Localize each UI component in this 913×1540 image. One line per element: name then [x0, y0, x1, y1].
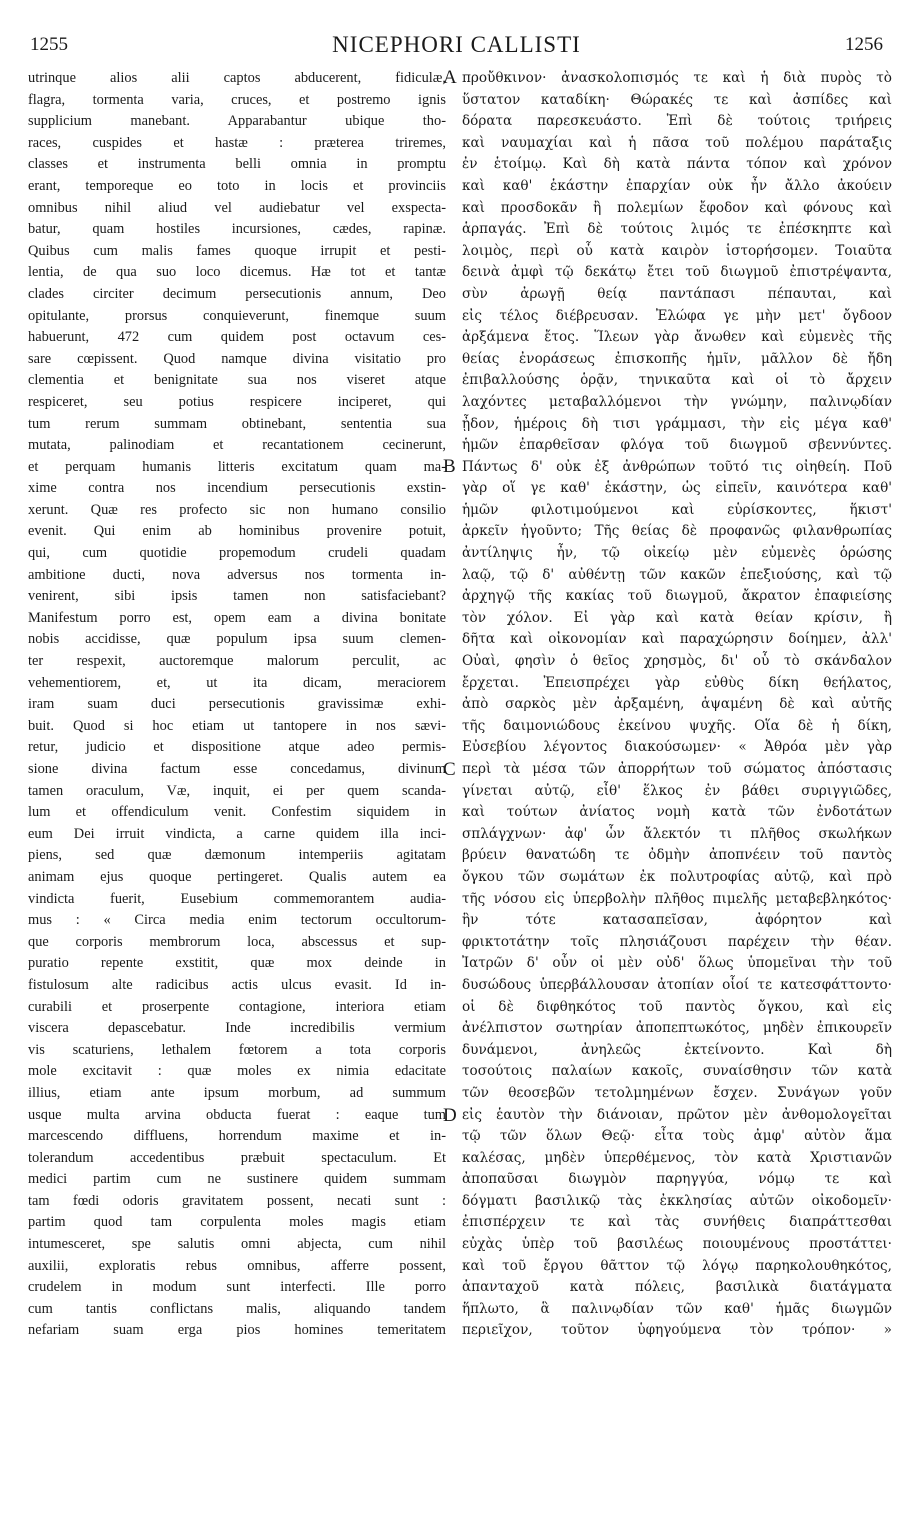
text-line: respiceret, seu potius respicere inciperet, qui: [28, 393, 446, 410]
text-line: φρικτοτάτην τοῖς πλησιάζουσι παρέχειν τὴν θέαν.: [462, 933, 892, 950]
text-line: σὺν ἀρωγῇ θείᾳ παντάπασι πέπαυται, καὶ: [462, 285, 892, 302]
text-line: piens, sed quæ dæmonum intemperiis agitatam: [28, 847, 446, 864]
text-line: buit. Quod si hoc etiam ut tantopere in nos sævi-: [28, 717, 446, 734]
text-line: Manifestum porro est, opem eam a divina bonitate: [28, 609, 446, 626]
text-line: οἱ δὲ διφθηκότος τοῦ παντὸς ὄγκου, καὶ εἰς: [462, 998, 892, 1015]
text-line: marcescendo diffluens, horrendum maxime et in-: [28, 1128, 446, 1145]
text-line: τῷ τῶν ὅλων Θεῷ· εἶτα τοὺς ἀμφ' αὐτὸν ἅμα: [462, 1128, 892, 1145]
text-line: καὶ ναυμαχίαι καὶ ἡ πᾶσα τοῦ πολέμου παράταξις: [462, 134, 892, 151]
text-line: ἥπλωτο, ἃ παλινῳδίαν τῶν καθ' ἡμᾶς διωγμῶν: [462, 1300, 892, 1317]
text-line: vis scaturiens, lethalem fœtorem a tota corporis: [28, 1041, 446, 1058]
text-line: erant, temporeque eo toto in locis et provinciis: [28, 177, 446, 194]
text-line: illius, etiam ante ipsum morbum, ad summum: [28, 1084, 446, 1101]
text-line: Quibus cum malis fames quoque irrupit et pesti-: [28, 242, 446, 259]
text-line: tam fœdi odoris gravitatem possent, necati sunt :: [28, 1192, 446, 1209]
text-line: cum tantis conflictans malis, aliquando tandem: [28, 1300, 446, 1317]
text-line: flagra, tormenta varia, cruces, et postremo ignis: [28, 91, 446, 108]
text-line: ᾖδον, ἡμέροις δὴ τισι γράμμασι, τὴν εἰς μέγα καθ': [462, 415, 892, 432]
text-line: Πάντως δ' οὐκ ἐξ ἀνθρώπων τοῦτό τις οἰηθείη. Ποῦ: [462, 458, 892, 475]
text-line: Εὐσεβίου λέγοντος διακούσωμεν· « Ἀθρόα μὲν γὰρ: [462, 739, 892, 756]
text-line: τῶν θεοσεβῶν τετολμημένων ἔσχεν. Συνάγων γοῦν: [462, 1084, 892, 1101]
text-line: clades circiter decimum persecutionis annum, Deo: [28, 285, 446, 302]
text-line: θείας ἐνοράσεως ἐπισκοπῆς ἡμῖν, μᾶλλον δὲ ἤδη: [462, 350, 892, 367]
margin-letter-a: A: [443, 67, 457, 88]
text-line: lum et offendiculum venit. Confestim siquidem in: [28, 804, 446, 821]
text-line: ἐν ἑτοίμῳ. Καὶ δὴ κατὰ πάντα τόπον καὶ χρόνον: [462, 156, 892, 173]
text-line: ambitione ducti, nova adversus nos tormenta in-: [28, 566, 446, 583]
text-line: tamen oraculum, Væ, inquit, ei per quem scanda-: [28, 782, 446, 799]
text-line: ἣν τότε κατασαπεῖσαν, ἀφόρητον καὶ: [462, 912, 892, 929]
text-line: ἀνέλπιστον σωτηρίαν ἀποπεπτωκότος, μηδὲν ἐπικουρεῖν: [462, 1020, 892, 1037]
text-line: sare cœpissent. Quod namque divina visitatio pro: [28, 350, 446, 367]
text-line: xime contra nos incendium persecutionis exstin-: [28, 480, 446, 497]
text-line: sione divina factum esse concedamus, divinum: [28, 761, 446, 777]
text-line: γὰρ οἵ γε καθ' ἑκάστην, ὡς εἰπεῖν, καινότερα καθ': [462, 480, 892, 497]
text-line: ὄγκου τῶν σωμάτων ἐκ πολυτροφίας αὐτῷ, καὶ πρὸ: [462, 868, 892, 885]
text-line: εἰς τέλος διέβρευσαν. Ἐλώφα γε μὴν μετ' ὄγδοον: [462, 307, 892, 324]
text-line: λοιμὸς, περὶ οὗ κατὰ καιρὸν ἱστορήσομεν. Τοιαῦτα: [462, 242, 892, 259]
text-line: batur, quam hostiles incursiones, cædes, rapinæ.: [28, 221, 446, 238]
text-line: σπλάγχνων· ἀφ' ὧν ἄλεκτόν τι πλῆθος σκωλήκων: [462, 825, 892, 842]
text-line: nobis accidisse, quæ populum ipsa suum clemen-: [28, 631, 446, 648]
text-line: ἀρχηγῷ τῆς κακίας τοῦ διωγμοῦ, ἄκρατον ἐπαφιείσης: [462, 588, 892, 605]
text-line: γίνεται αὐτῷ, εἶθ' ἕλκος ἐν βάθει συριγγιῶδες,: [462, 782, 892, 799]
text-line: iram suam duci persecutionis gravissimæ exhi-: [28, 696, 446, 713]
text-line: mus : « Circa media enim tectorum occultorum-: [28, 912, 446, 929]
text-line: lentia, de qua suo loco dicemus. Hæ tot et tantæ: [28, 264, 446, 281]
text-line: nefariam suam erga pios homines temeritatem: [28, 1322, 446, 1339]
text-line: ἀπὸ σαρκὸς μὲν ἀρξαμένη, ἁψαμένη δὲ καὶ αὐτῆς: [462, 696, 892, 713]
text-line: clementia et benignitate sua nos viseret atque: [28, 372, 446, 389]
text-line: opitulante, prorsus conquieverunt, finemque suum: [28, 307, 446, 324]
text-line: partim quod tam corpulenta moles magis etiam: [28, 1214, 446, 1231]
text-line: ἀρκεῖν ἡγοῦντο; Τῆς θείας δὲ προφανῶς φιλανθρωπίας: [462, 523, 892, 540]
text-line: venirent, sibi ipsis tamen non satisfaciebant?: [28, 588, 446, 605]
text-line: crudelem in modum sunt interfecti. Ille porro: [28, 1279, 446, 1296]
text-line: mole excitavit : quæ moles ex nimia edacitate: [28, 1063, 446, 1080]
text-line: tum rerum summam obtinebant, sententia sua: [28, 415, 446, 432]
text-line: περιεῖχον, τοῦτον ὑφηγούμενα τὸν τρόπον· »: [462, 1322, 892, 1339]
text-line: ἀποπαῦσαι διωγμὸν παρηγγύα, νόμῳ τε καὶ: [462, 1171, 892, 1188]
text-line: ἐπιβαλλούσης ὁρᾷν, τηνικαῦτα καὶ οἱ τὸ ἄρχειν: [462, 372, 892, 389]
margin-letter-c: C: [443, 759, 456, 780]
text-line: τῆς νόσου εἰς ὑπερβολὴν πλῆθος πιμελῆς μεταβεβληκότος·: [462, 890, 892, 907]
text-line: habuerunt, 472 cum quidem post octavum ces-: [28, 329, 446, 346]
text-line: viscera depascebatur. Inde incredibilis vermium: [28, 1020, 446, 1037]
text-line: ἁρπαγάς. Ἐπὶ δὲ τούτοις λιμός τε ἐπέσκηπτε καὶ: [462, 221, 892, 238]
text-line: ἡμῶν φιλοτιμούμενοι καὶ εὑρίσκοντες, ἥκιστ': [462, 501, 892, 518]
text-line: τῆς δαιμονιώδους ἐκείνου ψυχῆς. Οἵα δὲ ἡ δίκη,: [462, 717, 892, 734]
text-line: δυνάμενοι, ἀνηλεῶς ἐκτείνοντο. Καὶ δὴ: [462, 1041, 892, 1058]
text-line: vindicta fuerit, Eusebium commemorantem audia-: [28, 890, 446, 907]
text-line: ἀντίληψις ἦν, τῷ οἰκείῳ μὲν εὐμενὲς ὁρώσης: [462, 545, 892, 562]
text-line: βρύειν θανατώδη τε ὀδμὴν ἀποπνέειν τοῦ παντὸς: [462, 847, 892, 864]
text-line: δεινὰ ἀμφὶ τῷ δεκάτῳ ἔτει τοῦ διωγμοῦ ἐπιστρέψαντα,: [462, 264, 892, 281]
text-line: ἡμῶν ἐπαρθεῖσαν φλόγα τοῦ διωγμοῦ σβεννύντες.: [462, 437, 892, 454]
text-line: intumesceret, spe salutis omni abjecta, cum nihil: [28, 1236, 446, 1253]
text-line: καὶ προσδοκᾶν ἢ πολεμίων ἔφοδον καὶ φόνους καὶ: [462, 199, 892, 216]
text-line: classes et instrumenta belli omnia in promptu: [28, 156, 446, 173]
text-line: εἰς ἑαυτὸν τὴν διάνοιαν, πρῶτον μὲν ἀνθομολογεῖται: [462, 1106, 892, 1123]
text-line: περὶ τὰ μέσα τῶν ἀπορρήτων τοῦ σώματος ἀπόστασις: [462, 761, 892, 777]
text-line: ἔρχεται. Ἐπεισπρέχει γὰρ εὐθὺς δίκη θεήλατος,: [462, 674, 892, 691]
text-line: ὕστατον καταδίκη· Θώρακές τε καὶ ἀσπίδες καὶ: [462, 91, 892, 108]
running-title: NICEPHORI CALLISTI: [332, 32, 581, 57]
text-line: ἀρξάμενα ἔτος. Ἵλεων γὰρ ἄνωθεν καὶ εὐμενὲς τῆς: [462, 329, 892, 346]
text-line: curabili et proserpente contagione, interiora etiam: [28, 998, 446, 1015]
text-line: καλέσας, μηδὲν ὑπερθέμενος, τὸν κατὰ Χριστιανῶν: [462, 1149, 892, 1166]
text-line: λαχόντες μεταβαλλόμενοι τὴν γνώμην, παλινῳδίαν: [462, 393, 892, 410]
text-line: δόγματι βασιλικῷ τὰς ἐκκλησίας αὐτῶν οἰκοδομεῖν·: [462, 1192, 892, 1209]
text-line: δυσώδους ὑπερβάλλουσαν ἀτοπίαν οἷοί τε κατεσφάττοντο·: [462, 976, 892, 993]
text-line: animam ejus quoque pertingeret. Qualis autem ea: [28, 868, 446, 885]
text-line: que corporis membrorum loca, abscessus et sup-: [28, 933, 446, 950]
text-line: eum Dei irruit vindicta, a carne quidem illa inci-: [28, 825, 446, 842]
text-line: et perquam humanis litteris excitatum quam ma-: [28, 458, 446, 475]
text-line: Ἰατρῶν δ' οὖν οἱ μὲν οὐδ' ὅλως ὑπομεῖναι τὴν τοῦ: [462, 955, 892, 972]
text-line: auxilii, exploratis rebus omnibus, afferre possent,: [28, 1257, 446, 1274]
text-line: δόρατα παρεσκευάστο. Ἐπὶ δὲ τούτοις τριήρεις: [462, 113, 892, 130]
text-line: races, cuspides et hastæ : præterea triremes,: [28, 134, 446, 151]
text-line: λαῷ, τῷ δ' αὐθέντῃ τῶν κακῶν ἐπεξιούσης, καὶ τῷ: [462, 566, 892, 583]
text-line: ἁπανταχοῦ κατὰ πόλεις, βασιλικὰ διατάγματα: [462, 1279, 892, 1296]
text-line: καὶ καθ' ἑκάστην ἐπαρχίαν οὐκ ἦν ἄλλο ἀκούειν: [462, 177, 892, 194]
text-line: evenit. Qui enim ab hominibus provenire potuit,: [28, 523, 446, 540]
text-line: καὶ τούτων ἀνίατος νομὴ κατὰ τῶν ἐνδοτάτων: [462, 804, 892, 821]
text-line: utrinque alios alii captos abducerent, fidiculæ,: [28, 70, 446, 86]
text-line: supplicium manebant. Apparabantur ubique tho-: [28, 113, 446, 130]
margin-letter-b: B: [443, 456, 456, 477]
text-line: retur, judicio et dispositione atque adeo permis-: [28, 739, 446, 756]
text-line: ἐπισπέρχειν τε καὶ τὰς συνήθεις διαπράττεσθαι: [462, 1214, 892, 1231]
text-line: ter respexit, auctoremque malorum perculit, ac: [28, 653, 446, 670]
text-line: qui, cum quotidie propemodum crudeli quadam: [28, 545, 446, 562]
page-number-right: 1256: [845, 34, 883, 55]
text-line: usque multa arvina obducta fuerat : eaque tum: [28, 1106, 446, 1123]
text-line: omnibus nihil aliud vel audiebatur vel exspecta-: [28, 199, 446, 216]
margin-letter-d: D: [443, 1105, 457, 1126]
page-number-left: 1255: [30, 34, 68, 55]
text-line: vehementiorem, et, ut ita dicam, meraciorem: [28, 674, 446, 691]
text-line: τὸν χόλον. Εἰ γὰρ καὶ κατὰ θείαν κρίσιν, ἢ: [462, 609, 892, 626]
text-line: xerunt. Quæ res profecto sic non humano consilio: [28, 501, 446, 518]
text-line: δῆτα καὶ οἰκονομίαν καὶ παραχώρησιν δοίημεν, ἀλλ': [462, 631, 892, 648]
text-line: καὶ τοῦ ἔργου θᾶττον τῷ λόγῳ παρηκολουθηκότος,: [462, 1257, 892, 1274]
text-line: mutata, palinodiam et recantationem cecinerunt,: [28, 437, 446, 454]
text-line: fistulosum alte radicibus actis ulcus evasit. Id in-: [28, 976, 446, 993]
text-line: εὐχὰς ὑπὲρ τοῦ βασιλέως ποιουμένους προστάττει·: [462, 1236, 892, 1253]
latin-column: [28, 68, 446, 1342]
text-line: medici partim cum ne sustinere quidem summam: [28, 1171, 446, 1188]
page-header: [0, 30, 913, 66]
text-line: puratio repente exstitit, quæ mox deinde in: [28, 955, 446, 972]
greek-column: [462, 68, 892, 1342]
text-line: Οὐαὶ, φησὶν ὁ θεῖος χρησμὸς, δι' οὗ τὸ σκάνδαλον: [462, 653, 892, 670]
text-line: τοσούτοις παλαίων κακοῖς, συναίσθησιν τῶν κατὰ: [462, 1063, 892, 1080]
text-line: tolerandum accedentibus præbuit spectaculum. Et: [28, 1149, 446, 1166]
text-line: προὔθκινον· ἀνασκολοπισμός τε καὶ ἡ διὰ πυρὸς τὸ: [462, 70, 892, 86]
